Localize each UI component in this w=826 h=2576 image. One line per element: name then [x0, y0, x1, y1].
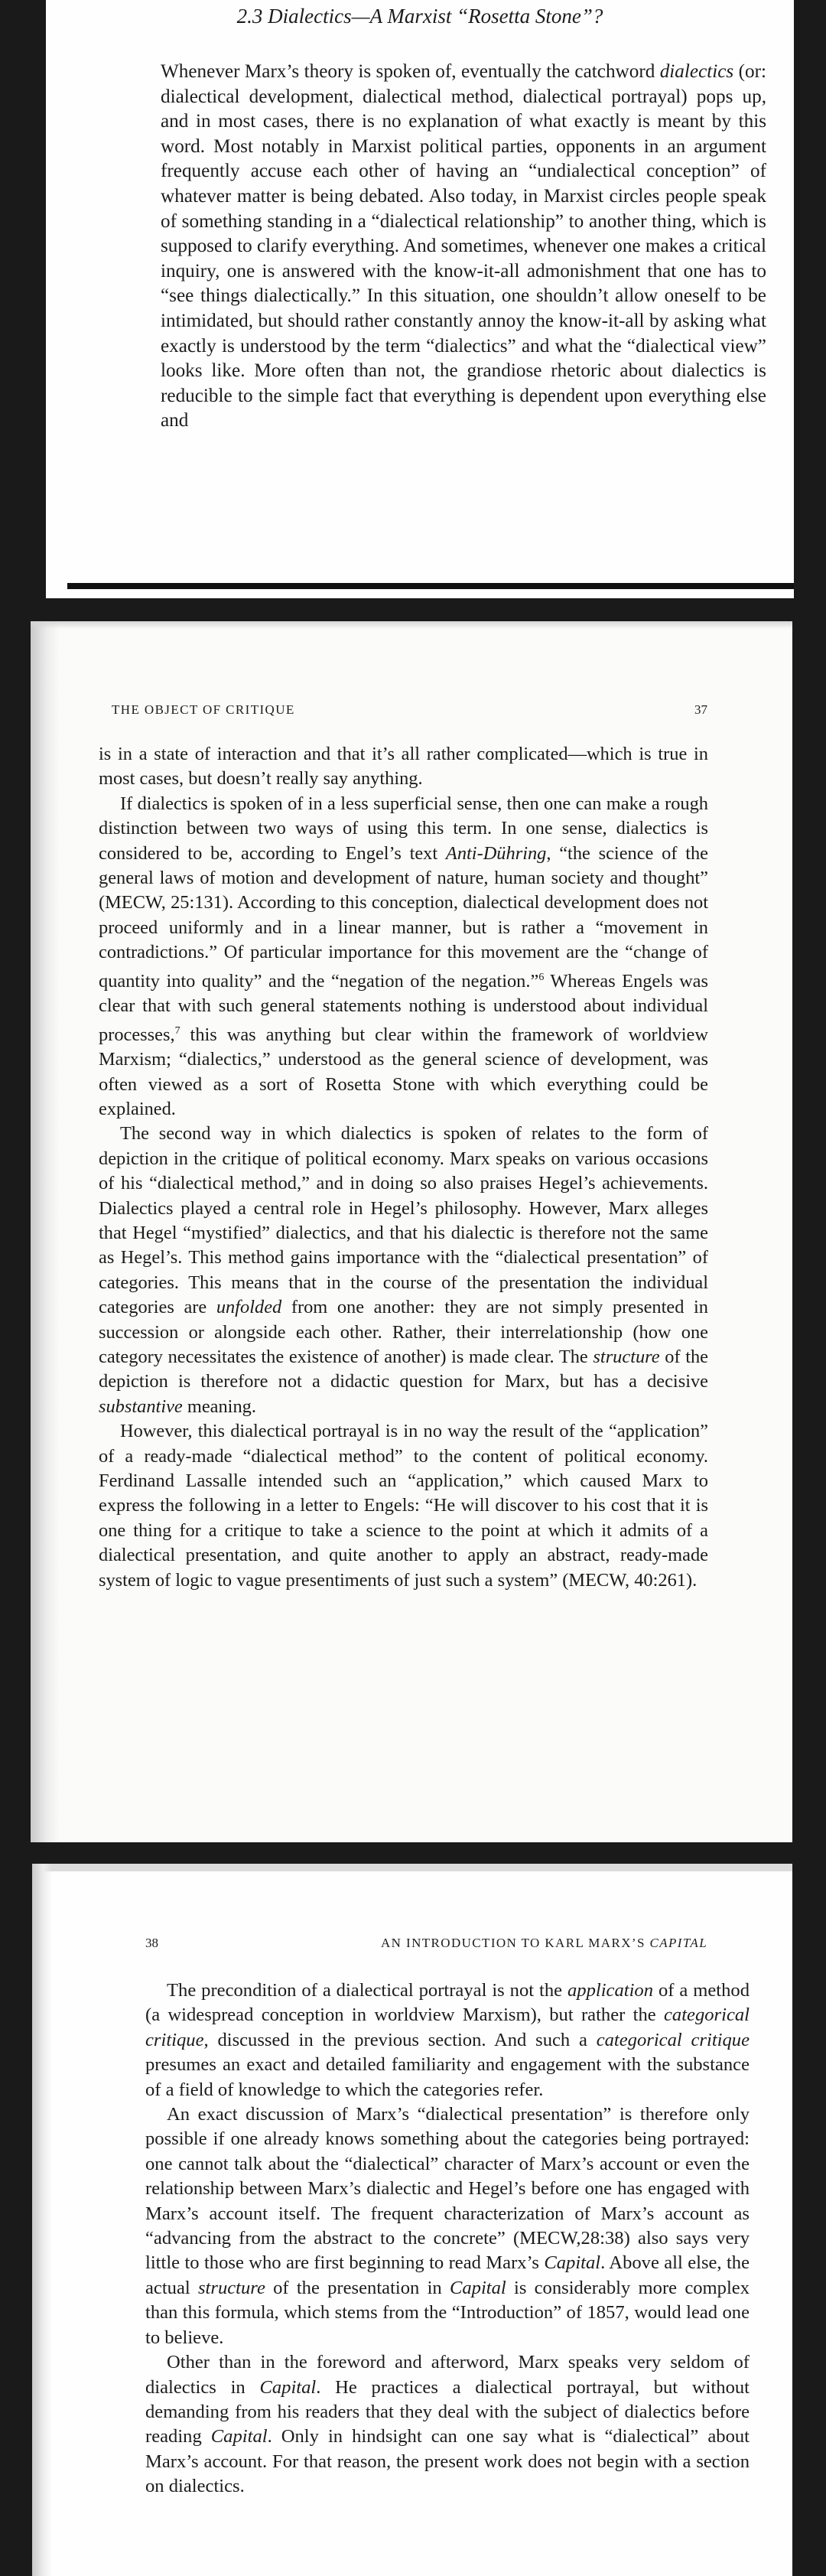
running-head: THE OBJECT OF CRITIQUE — [112, 702, 295, 717]
paragraph: If dialectics is spoken of in a less superficial sense, then one can make a rough distinction between two ways of using this term. In one sense, dialectics is considered to be, according to Engel’s text Anti-Dühring, “the science of the general laws of motion and development of nature, human society and thought” (MECW, 25:131). According to this conception, dialectical development does not proceed uniformly and in a linear manner, but is rather a “movement in contradictions.” Of particular importance for this movement are the “change of quantity into quality” and the “negation of the negation.”$^6$ Whereas Engels was clear that with such general statements nothing is understood about individual processes,$^7$ this was anything but clear within the framework of worldview Marxism; “dialectics,” understood as the general science of development, was often viewed as a sort of Rosetta Stone with which everything could be explained. — [99, 793, 708, 1119]
page-2 — [31, 621, 792, 1842]
page-edge-shadow — [31, 621, 792, 629]
paragraph: The second way in which dialectics is spoken of relates to the form of depiction in the critique of political economy. Marx speaks on various occasions of his “dialectical method,” and in doing so also praises Hegel’s achievements. Dialectics played a central role in Hegel’s philosophy. However, Marx alleges that Hegel “mystified” dialectics, and that his dialectic is therefore not the same as Hegel’s. This method gains importance with the “dialectical presentation” of categories. This means that in the course of the presentation the individual categories are unfolded from one another: they are not simply presented in succession or alongside each other. Rather, their interrelationship (how one category necessitates the existence of another) is made clear. The structure of the depiction is therefore not a didactic question for Marx, but has a decisive substantive meaning. — [99, 1123, 709, 1417]
section-heading: 2.3 Dialectics—A Marxist “Rosetta Stone”? — [236, 5, 603, 28]
page-edge-shadow — [31, 621, 60, 1842]
running-head-prefix: AN INTRODUCTION TO KARL MARX’S — [381, 1936, 646, 1950]
paragraph: The precondition of a dialectical portrayal is not the application of a method (a widespread conception in worldview Marxism), but rather the categorical critique, discussed in the previous section. And such a categorical critique presumes an exact and detailed familiarity and engagement with the substance of a field of knowledge to which the categories refer. — [145, 1980, 750, 2100]
page-number: 38 — [145, 1936, 158, 1950]
running-head — [381, 1936, 707, 1951]
paragraph: Other than in the foreword and afterword, Marx speaks very seldom of dialectics in Capital. He practices a dialectical portrayal, but without demanding from his readers that they deal with the subject of dialectics before reading Capital. Only in hindsight can one say what is “dialectical” about Marx’s account. For that reason, the present work does not begin with a section on dialectics. — [145, 2352, 750, 2497]
paragraph: An exact discussion of Marx’s “dialectical presentation” is therefore only possible if one already knows something about the categories being portrayed: one cannot talk about the “dialectical” character of Marx’s account or even the relationship between Marx’s dialectic and Hegel’s before one has engaged with Marx’s account itself. The frequent characterization of Marx’s account as “advancing from the abstract to the concrete” (MECW,28:38) also says very little to those who are first beginning to read Marx’s Capital. Above all else, the actual structure of the presentation in Capital is considerably more complex than this formula, which stems from the “Introduction” of 1857, would lead one to believe. — [145, 2104, 750, 2348]
page-edge-shadow — [32, 1864, 52, 2576]
paragraph: However, this dialectical portrayal is in no way the result of the “application” of a ready-made “dialectical method” to the content of political economy. Ferdinand Lassalle intended such an “application,” which caused Marx to express the following in a letter to Engels: “He will discover to his cost that it is one thing for a critique to take a science to the point at which it admits of a dialectical presentation, and quite another to apply an abstract, ready-made system of logic to vague presentiments of just such a system” (MECW, 40:261). — [99, 1421, 708, 1591]
page-number: 37 — [694, 702, 707, 717]
page-edge-shadow — [32, 1864, 792, 1871]
page-3 — [32, 1864, 792, 2576]
page-1-body — [161, 60, 766, 434]
page-1 — [46, 0, 794, 598]
page-edge-shadow — [67, 583, 794, 589]
page-3-body — [145, 1978, 750, 2499]
running-head-title: CAPITAL — [649, 1936, 708, 1950]
paragraph: is in a state of interaction and that it’s all rather complicated—which is true in most cases, but doesn’t really say anything. — [99, 744, 708, 790]
paragraph: Whenever Marx’s theory is spoken of, eventually the catchword dialectics (or: dialectical development, dialectical method, dialectical portrayal) pops up, and in most cases, there is no explanation of what exactly is meant by this word. Most notably in Marxist political parties, opponents in an argument frequently accuse each other of having an “undialectical conception” of whatever matter is being debated. Also today, in Marxist circles people speak of something standing in a “dialectical relationship” to another thing, which is supposed to clarify everything. And sometimes, whenever one makes a critical inquiry, one is answered with the know-it-all admonishment that one has to “see things dialectically.” In this situation, one shouldn’t allow oneself to be intimidated, but should rather constantly annoy the know-it-all by asking what exactly is understood by the term “dialectics” and what the “dialectical view” looks like. More often than not, the grandiose rhetoric about dialectics is reducible to the simple fact that everything is dependent upon everything else and — [161, 61, 766, 432]
page-2-body — [99, 742, 708, 1593]
